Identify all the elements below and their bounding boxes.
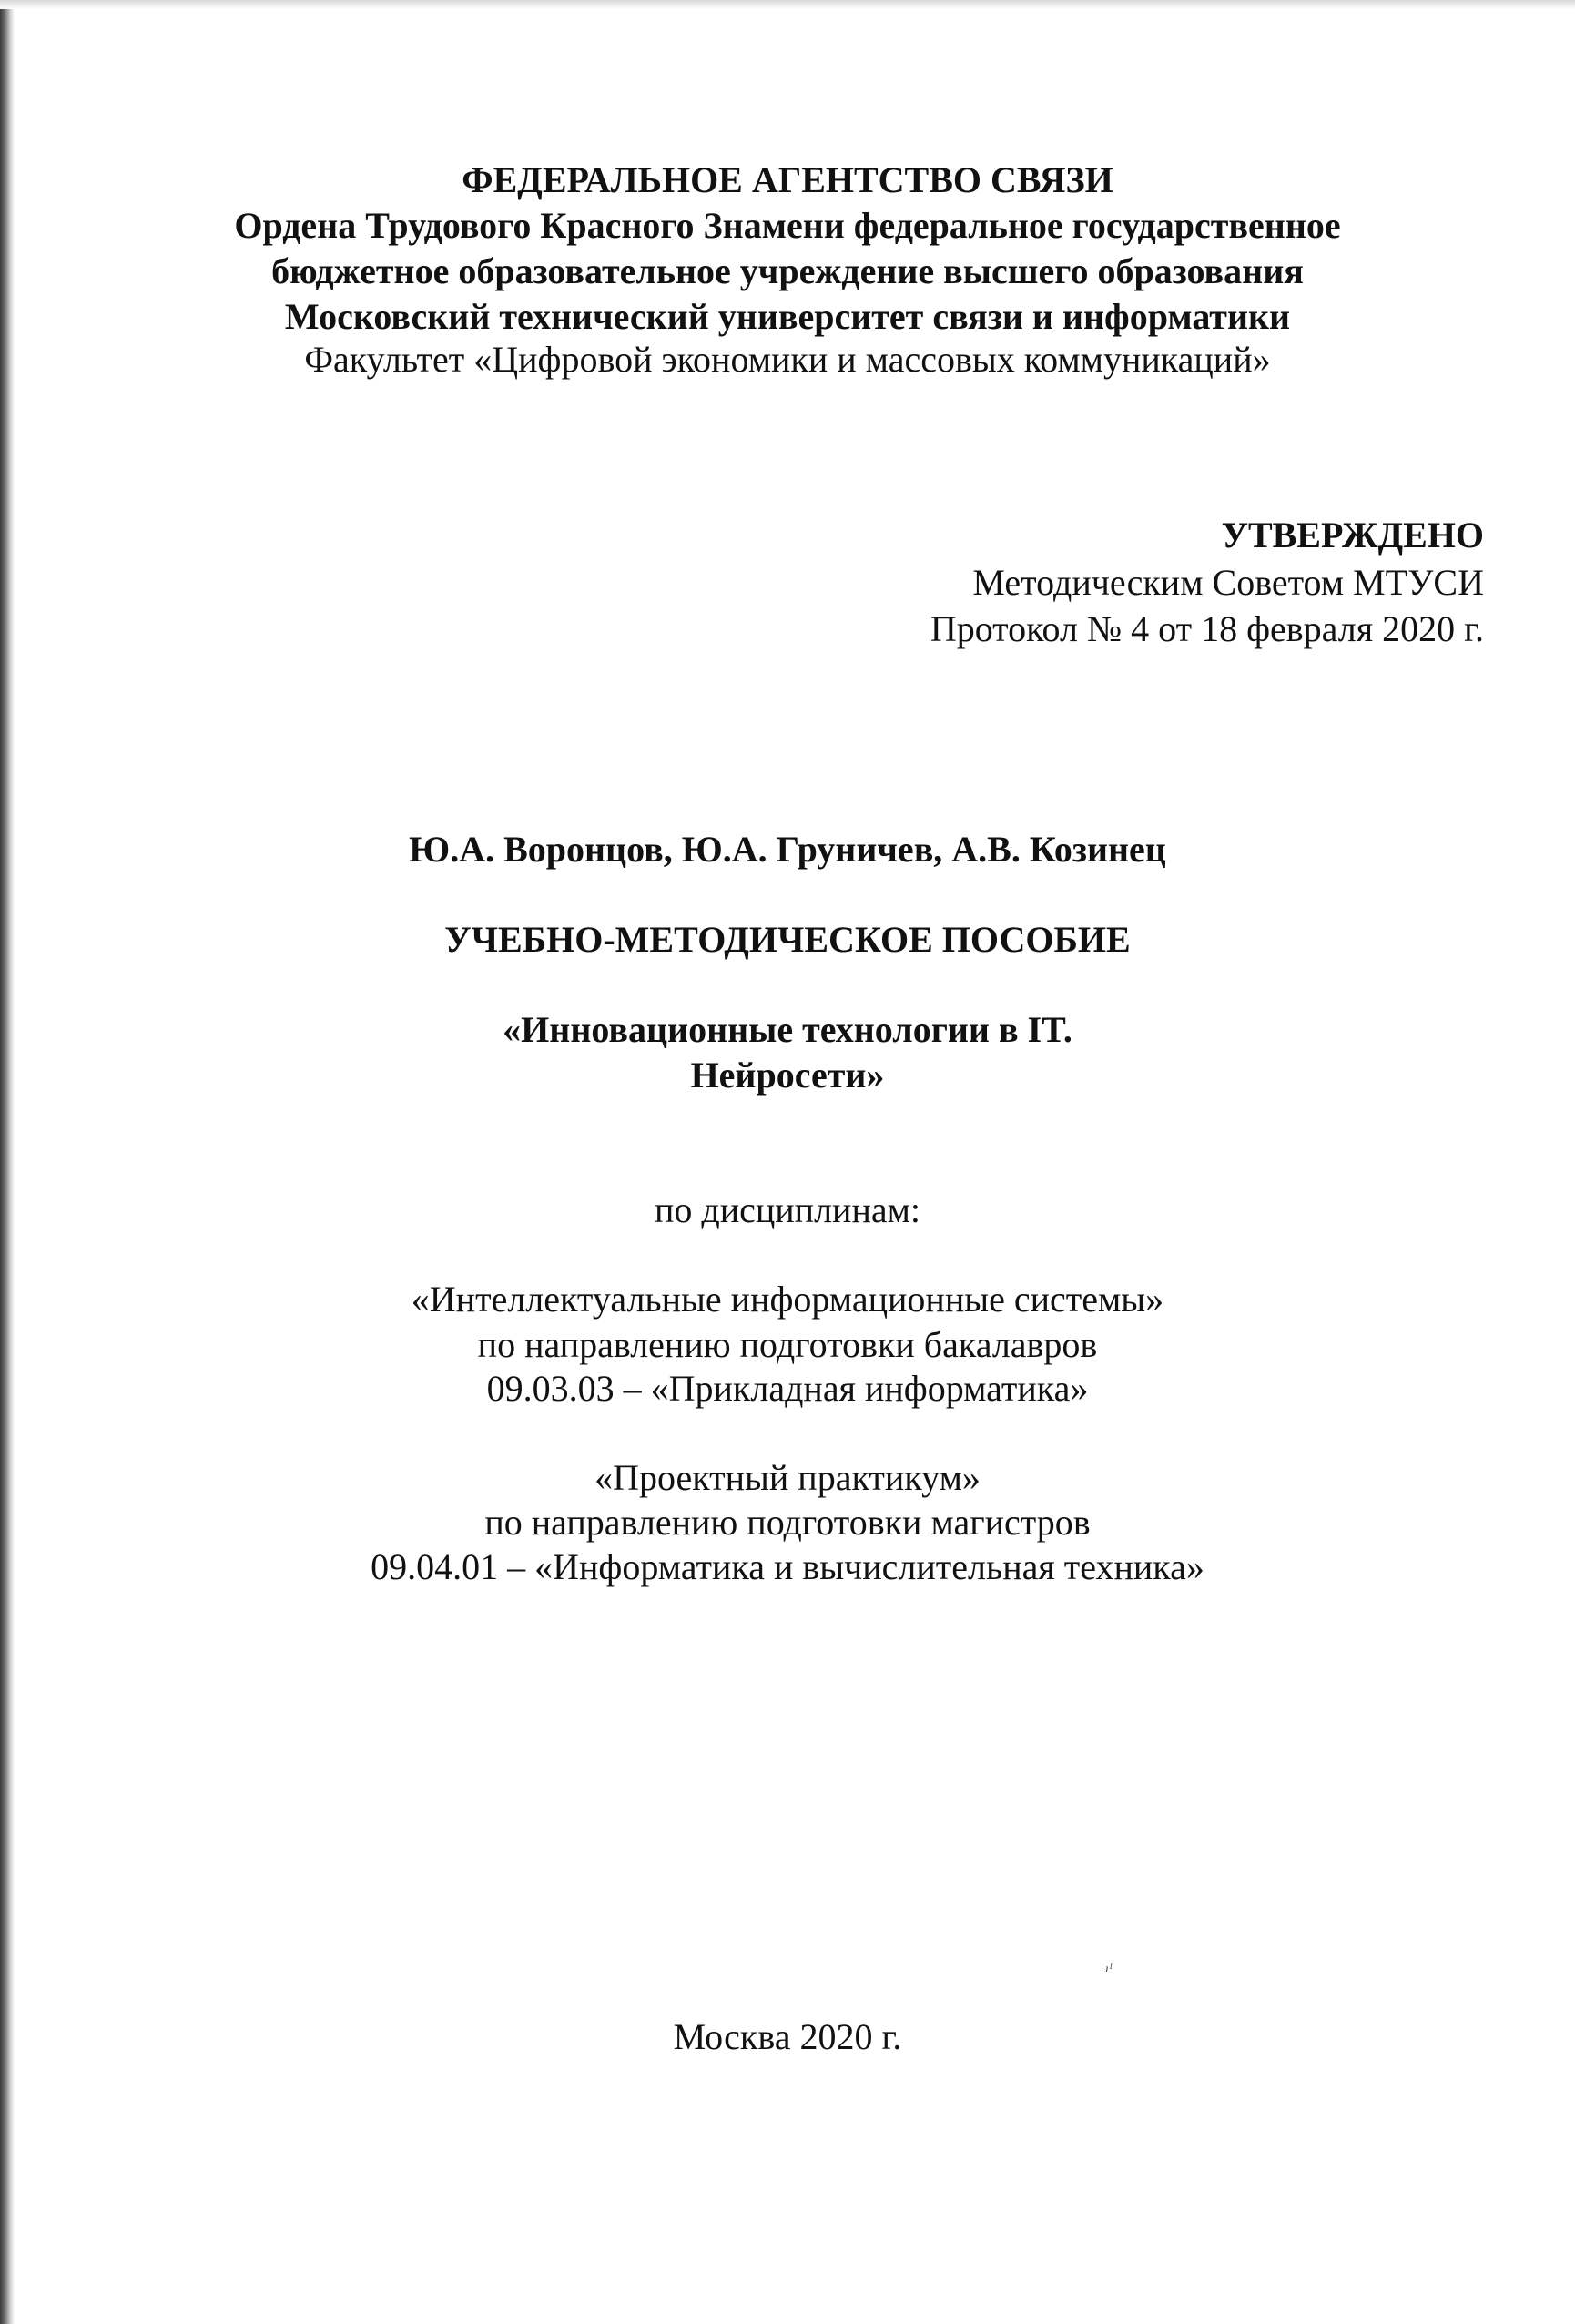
approval-protocol: Протокол № 4 от 18 февраля 2020 г.	[930, 608, 1484, 649]
approval-stamp: УТВЕРЖДЕНО	[1221, 515, 1484, 556]
discipline-2-direction: по направлению подготовки магистров	[484, 1502, 1091, 1543]
stray-pen-mark: ᴊᴵ	[1104, 1962, 1113, 1976]
discipline-1-name: «Интеллектуальные информационные системы»	[411, 1279, 1164, 1320]
scan-top-shade	[0, 0, 1575, 9]
discipline-1-direction: по направлению подготовки бакалавров	[477, 1324, 1098, 1365]
city-year: Москва 2020 г.	[673, 2016, 902, 2057]
discipline-1-code: 09.03.03 – «Прикладная информатика»	[486, 1368, 1089, 1409]
institution-line-1: Ордена Трудового Красного Знамени федеральное государственное	[234, 205, 1341, 246]
university-name: Московский технический университет связи и информатики	[284, 296, 1291, 337]
discipline-2-code: 09.04.01 – «Информатика и вычислительная техника»	[371, 1546, 1204, 1587]
faculty-name: Факультет «Цифровой экономики и массовых коммуникаций»	[304, 339, 1271, 380]
discipline-2-name: «Проектный практикум»	[594, 1457, 981, 1498]
authors: Ю.А. Воронцов, Ю.А. Груничев, А.В. Козинец	[409, 829, 1166, 870]
institution-line-2: бюджетное образовательное учреждение высшего образования	[271, 250, 1304, 291]
document-title-line-2: Нейросети»	[690, 1055, 885, 1096]
agency-heading: ФЕДЕРАЛЬНОЕ АГЕНТСТВО СВЯЗИ	[462, 159, 1113, 200]
approval-council: Методическим Советом МТУСИ	[972, 562, 1484, 603]
document-title-line-1: «Инновационные технологии в IT.	[503, 1009, 1072, 1050]
document-type: УЧЕБНО-МЕТОДИЧЕСКОЕ ПОСОБИЕ	[444, 919, 1131, 960]
disciplines-intro: по дисциплинам:	[654, 1189, 921, 1230]
